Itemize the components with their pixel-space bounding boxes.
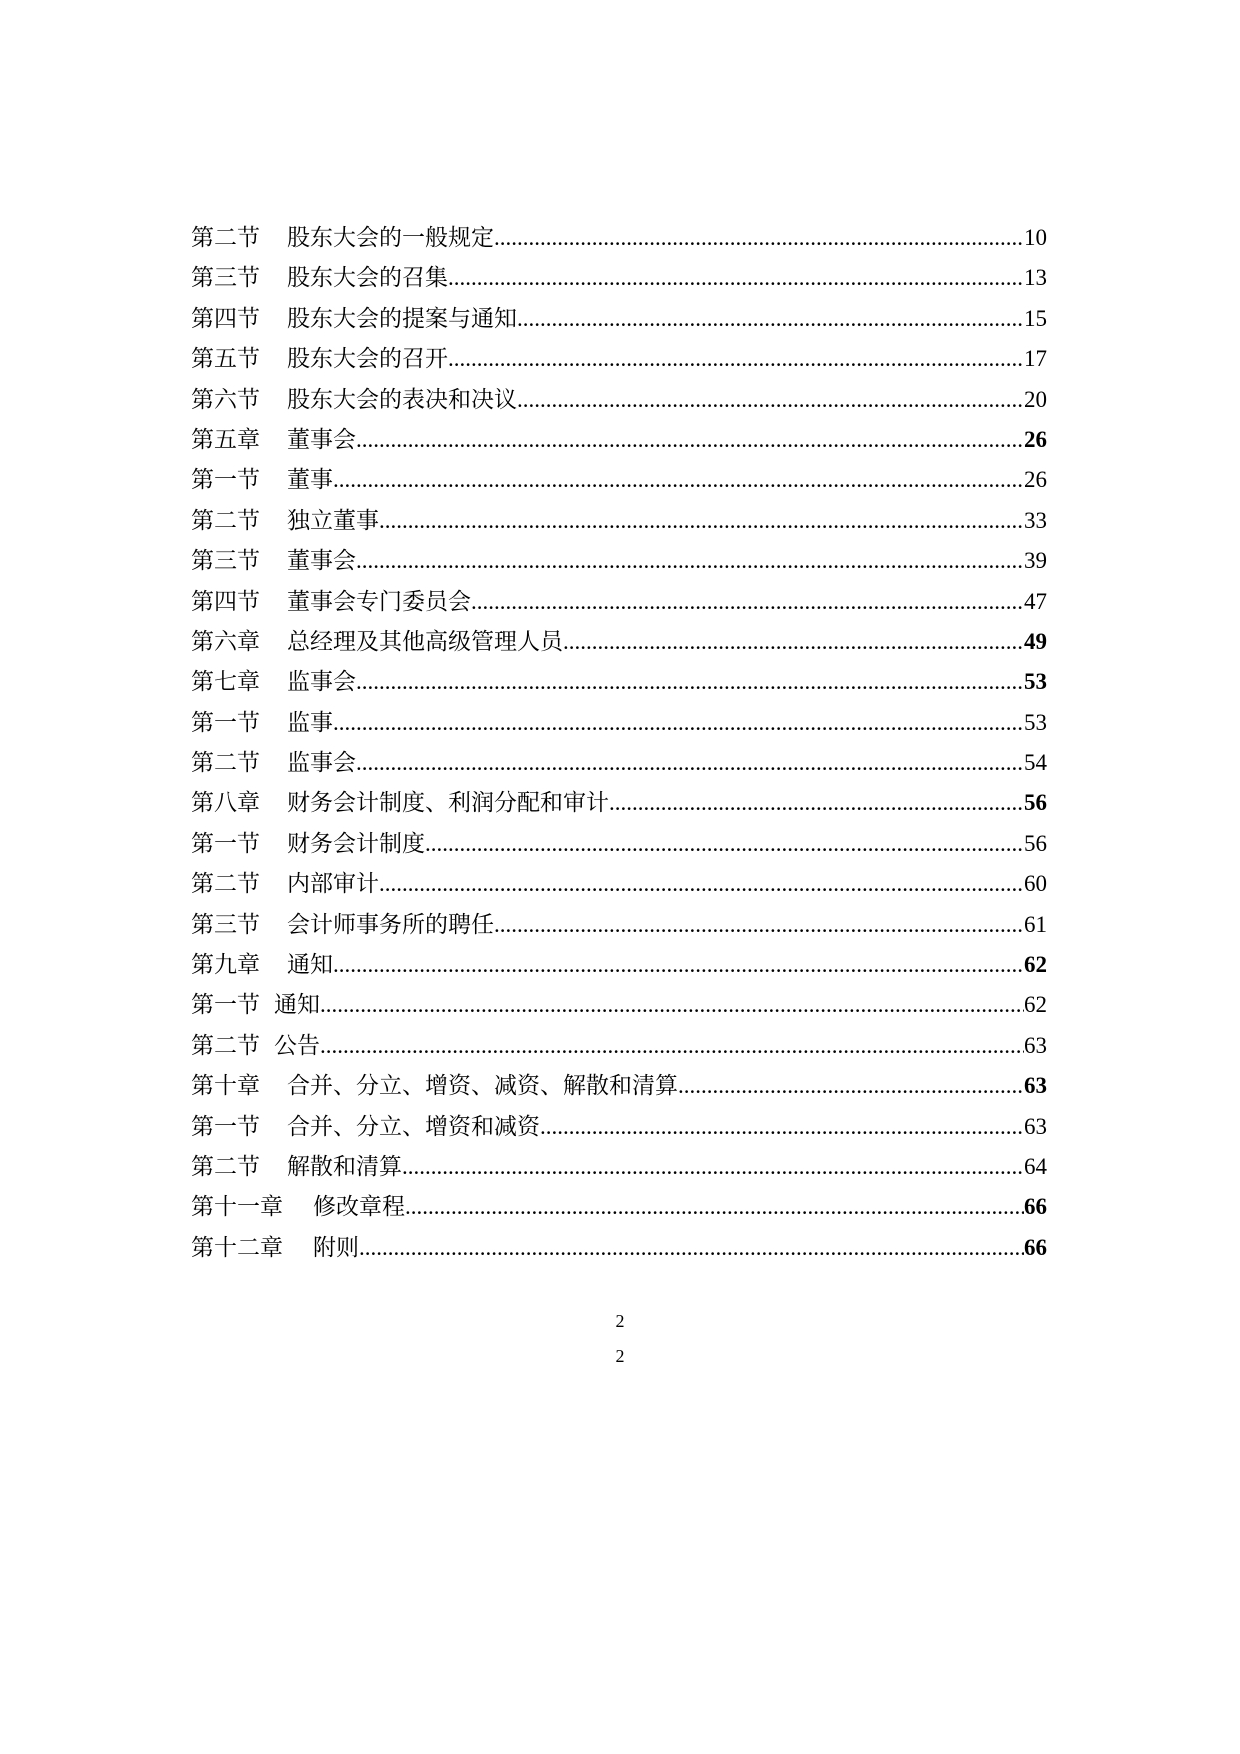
- toc-entry-page-number: 63: [1024, 1073, 1047, 1099]
- toc-entry-number: 第六节: [191, 386, 260, 413]
- toc-entry-label: [191, 299, 517, 339]
- toc-entry-title: 独立董事: [287, 507, 379, 534]
- toc-entry-page-number: 53: [1024, 709, 1047, 735]
- toc-entry-title: 附则: [313, 1234, 359, 1261]
- toc-section-entry[interactable]: [191, 460, 1047, 500]
- toc-entry-title: 股东大会的召开: [287, 346, 448, 373]
- toc-entry-label: [191, 541, 356, 581]
- toc-entry-page-number: 17: [1024, 346, 1047, 372]
- toc-entry-number: 第九章: [191, 952, 260, 979]
- toc-section-entry[interactable]: [191, 864, 1047, 904]
- toc-entry-number: 第一节: [191, 1113, 260, 1140]
- toc-entry-page-number: 39: [1024, 548, 1047, 574]
- toc-entry-number: 第十二章: [191, 1234, 283, 1261]
- toc-entry-page-number: 61: [1024, 911, 1047, 937]
- toc-section-entry[interactable]: [191, 1107, 1047, 1147]
- toc-entry-page-number: 20: [1024, 386, 1047, 412]
- toc-entry-label: [191, 1026, 320, 1066]
- toc-entry-title: 公告: [274, 1032, 320, 1059]
- toc-entry-label: [191, 703, 333, 743]
- toc-chapter-entry[interactable]: [191, 662, 1047, 702]
- toc-entry-number: 第十一章: [191, 1194, 283, 1221]
- toc-section-entry[interactable]: [191, 339, 1047, 379]
- toc-list: [191, 218, 1047, 1268]
- toc-dot-leader: [494, 905, 1024, 945]
- toc-entry-title: 股东大会的召集: [287, 265, 448, 292]
- toc-section-entry[interactable]: [191, 501, 1047, 541]
- toc-dot-leader: [494, 218, 1024, 258]
- toc-entry-title: 董事会专门委员会: [287, 588, 471, 615]
- toc-chapter-entry[interactable]: [191, 945, 1047, 985]
- toc-dot-leader: [379, 501, 1024, 541]
- toc-entry-title: 股东大会的一般规定: [287, 225, 494, 251]
- toc-entry-page-number: 33: [1024, 507, 1047, 533]
- toc-section-entry[interactable]: [191, 218, 1047, 258]
- toc-entry-number: 第五节: [191, 346, 260, 373]
- toc-entry-page-number: 60: [1024, 871, 1047, 897]
- toc-dot-leader: [517, 380, 1024, 420]
- toc-entry-label: [191, 783, 609, 823]
- toc-entry-label: [191, 460, 333, 500]
- toc-entry-label: [191, 743, 356, 783]
- toc-section-entry[interactable]: [191, 1147, 1047, 1187]
- toc-dot-leader: [379, 864, 1024, 904]
- toc-entry-page-number: 56: [1024, 830, 1047, 856]
- toc-dot-leader: [356, 743, 1024, 783]
- toc-entry-number: 第二节: [191, 1153, 260, 1180]
- toc-entry-title: 通知: [274, 992, 320, 1019]
- toc-entry-label: [191, 985, 320, 1025]
- toc-entry-number: 第二节: [191, 871, 260, 898]
- toc-dot-leader: [356, 662, 1024, 702]
- toc-chapter-entry[interactable]: [191, 1228, 1047, 1268]
- toc-dot-leader: [333, 945, 1024, 985]
- toc-entry-label: [191, 582, 471, 622]
- toc-entry-page-number: 15: [1024, 305, 1047, 331]
- toc-entry-page-number: 10: [1024, 225, 1047, 250]
- toc-entry-label: [191, 662, 356, 702]
- toc-entry-title: 监事会: [287, 669, 356, 696]
- toc-section-entry[interactable]: [191, 905, 1047, 945]
- toc-entry-label: [191, 864, 379, 904]
- toc-entry-label: [191, 258, 448, 298]
- toc-entry-page-number: 63: [1024, 1032, 1047, 1058]
- toc-entry-number: 第八章: [191, 790, 260, 817]
- toc-entry-number: 第四节: [191, 305, 260, 332]
- toc-dot-leader: [405, 1187, 1024, 1227]
- toc-entry-number: 第一节: [191, 467, 260, 494]
- toc-entry-number: 第二节: [191, 750, 260, 777]
- toc-entry-number: 第一节: [191, 830, 260, 857]
- toc-entry-number: 第四节: [191, 588, 260, 615]
- toc-entry-label: [191, 1228, 359, 1268]
- toc-dot-leader: [320, 1026, 1024, 1066]
- toc-entry-page-number: 54: [1024, 750, 1047, 776]
- toc-entry-page-number: 13: [1024, 265, 1047, 291]
- toc-entry-label: [191, 1107, 540, 1147]
- toc-dot-leader: [359, 1228, 1024, 1268]
- toc-entry-number: 第十章: [191, 1073, 260, 1100]
- toc-dot-leader: [356, 541, 1024, 581]
- toc-entry-label: [191, 218, 494, 258]
- toc-entry-label: [191, 339, 448, 379]
- toc-entry-label: [191, 945, 333, 985]
- toc-entry-title: 总经理及其他高级管理人员: [287, 628, 563, 655]
- toc-entry-title: 董事会: [287, 548, 356, 575]
- toc-entry-title: 内部审计: [287, 871, 379, 898]
- toc-entry-label: [191, 501, 379, 541]
- table-of-contents: [191, 218, 1047, 1268]
- toc-dot-leader: [540, 1107, 1024, 1147]
- toc-entry-page-number: 49: [1024, 628, 1047, 654]
- toc-entry-number: 第五章: [191, 426, 260, 453]
- toc-entry-title: 合并、分立、增资和减资: [287, 1113, 540, 1140]
- toc-chapter-entry[interactable]: [191, 1066, 1047, 1106]
- page-number: 2: [615, 1311, 625, 1331]
- toc-entry-title: 董事: [287, 467, 333, 494]
- toc-entry-label: [191, 1187, 405, 1227]
- toc-section-entry[interactable]: [191, 258, 1047, 298]
- toc-chapter-entry[interactable]: [191, 783, 1047, 823]
- toc-entry-number: 第七章: [191, 669, 260, 696]
- toc-chapter-entry[interactable]: [191, 420, 1047, 460]
- toc-dot-leader: [517, 299, 1024, 339]
- toc-entry-title: 股东大会的表决和决议: [287, 386, 517, 413]
- toc-dot-leader: [448, 258, 1024, 298]
- toc-entry-title: 财务会计制度: [287, 830, 425, 857]
- toc-entry-page-number: 64: [1024, 1153, 1047, 1179]
- toc-entry-number: 第一节: [191, 992, 260, 1019]
- toc-section-entry[interactable]: [191, 1026, 1047, 1066]
- toc-chapter-entry[interactable]: [191, 1187, 1047, 1227]
- toc-entry-page-number: 62: [1024, 952, 1047, 978]
- toc-dot-leader: [563, 622, 1024, 662]
- toc-entry-number: 第六章: [191, 628, 260, 655]
- toc-entry-title: 监事: [287, 709, 333, 736]
- toc-entry-label: [191, 905, 494, 945]
- toc-entry-page-number: 47: [1024, 588, 1047, 614]
- toc-dot-leader: [609, 783, 1024, 823]
- toc-entry-label: [191, 622, 563, 662]
- toc-section-entry[interactable]: [191, 985, 1047, 1025]
- toc-section-entry[interactable]: [191, 299, 1047, 339]
- page-number-duplicate: 2: [615, 1346, 625, 1366]
- toc-section-entry[interactable]: [191, 824, 1047, 864]
- toc-dot-leader: [320, 985, 1024, 1025]
- toc-dot-leader: [333, 460, 1024, 500]
- toc-dot-leader: [333, 703, 1024, 743]
- toc-dot-leader: [448, 339, 1024, 379]
- toc-dot-leader: [356, 420, 1024, 460]
- toc-entry-page-number: 66: [1024, 1234, 1047, 1260]
- toc-entry-label: [191, 1066, 678, 1106]
- toc-entry-number: 第二节: [191, 225, 260, 251]
- toc-section-entry[interactable]: [191, 703, 1047, 743]
- toc-entry-label: [191, 824, 425, 864]
- toc-section-entry[interactable]: [191, 743, 1047, 783]
- toc-dot-leader: [425, 824, 1024, 864]
- toc-entry-number: 第一节: [191, 709, 260, 736]
- toc-dot-leader: [471, 582, 1024, 622]
- toc-entry-title: 会计师事务所的聘任: [287, 911, 494, 938]
- toc-entry-page-number: 56: [1024, 790, 1047, 816]
- toc-entry-title: 股东大会的提案与通知: [287, 305, 517, 332]
- toc-section-entry[interactable]: [191, 380, 1047, 420]
- toc-entry-title: 监事会: [287, 750, 356, 777]
- toc-entry-page-number: 53: [1024, 669, 1047, 695]
- toc-entry-page-number: 63: [1024, 1113, 1047, 1139]
- toc-entry-number: 第二节: [191, 507, 260, 534]
- toc-entry-title: 合并、分立、增资、减资、解散和清算: [287, 1073, 678, 1100]
- toc-entry-title: 解散和清算: [287, 1153, 402, 1180]
- toc-entry-number: 第三节: [191, 911, 260, 938]
- toc-entry-label: [191, 1147, 402, 1187]
- toc-entry-page-number: 26: [1024, 467, 1047, 493]
- toc-section-entry[interactable]: [191, 582, 1047, 622]
- toc-entry-label: [191, 380, 517, 420]
- toc-chapter-entry[interactable]: [191, 622, 1047, 662]
- toc-entry-title: 财务会计制度、利润分配和审计: [287, 790, 609, 817]
- toc-entry-label: [191, 420, 356, 460]
- toc-section-entry[interactable]: [191, 541, 1047, 581]
- toc-entry-number: 第三节: [191, 265, 260, 292]
- toc-entry-number: 第二节: [191, 1032, 260, 1059]
- toc-entry-title: 修改章程: [313, 1194, 405, 1221]
- toc-dot-leader: [678, 1066, 1024, 1106]
- toc-entry-page-number: 62: [1024, 992, 1047, 1018]
- toc-entry-title: 通知: [287, 952, 333, 979]
- toc-dot-leader: [402, 1147, 1024, 1187]
- toc-entry-number: 第三节: [191, 548, 260, 575]
- toc-entry-title: 董事会: [287, 426, 356, 453]
- toc-entry-page-number: 26: [1024, 426, 1047, 452]
- toc-entry-page-number: 66: [1024, 1194, 1047, 1220]
